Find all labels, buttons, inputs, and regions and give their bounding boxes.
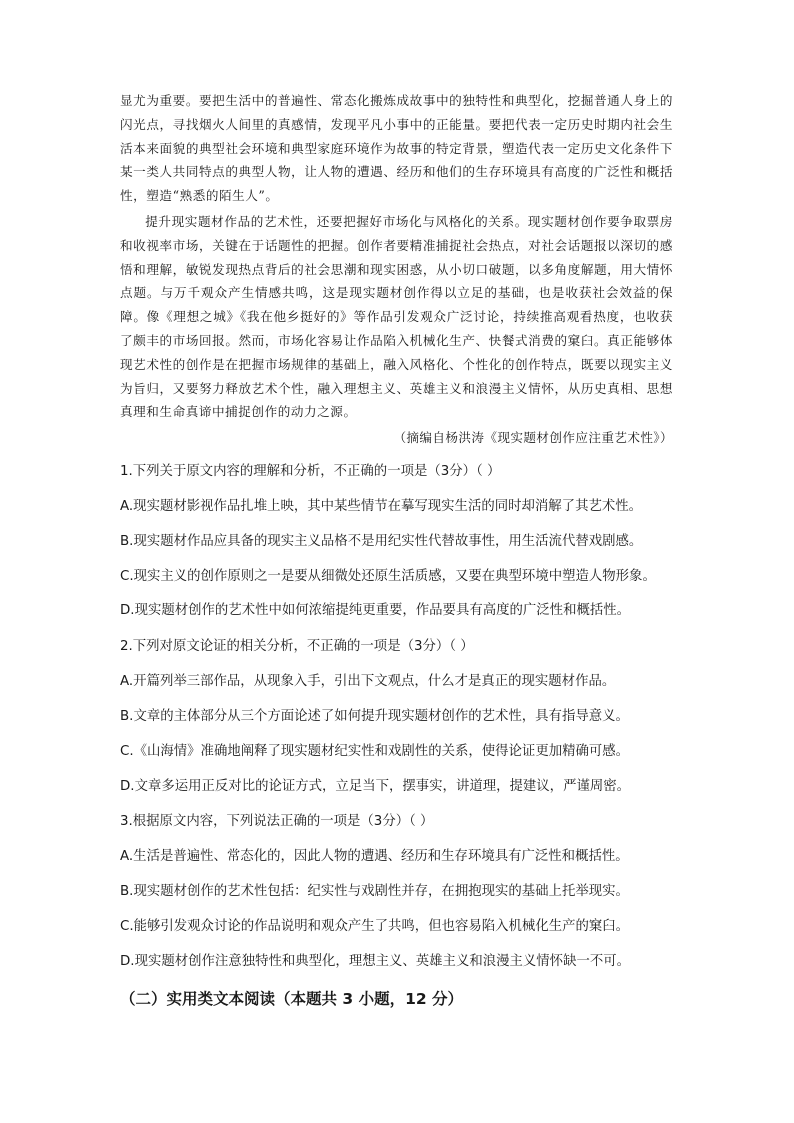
passage-source-citation: （摘编自杨洪涛《现实题材创作应注重艺术性》） bbox=[393, 430, 673, 445]
question-3-option-a: A.生活是普遍性、常态化的，因此人物的遭遇、经历和生存环境具有广泛性和概括性。 bbox=[120, 849, 629, 864]
question-1-option-b: B.现实题材作品应具备的现实主义品格不是用纪实性代替故事性，用生活流代替戏剧感。 bbox=[120, 534, 643, 549]
section-heading: （二）实用类文本阅读（本题共 3 小题，12 分） bbox=[120, 990, 464, 1008]
question-3-stem: 3.根据原文内容，下列说法正确的一项是（3分）（ ） bbox=[120, 814, 434, 829]
question-2-stem: 2.下列对原文论证的相关分析，不正确的一项是（3分）（ ） bbox=[120, 639, 474, 654]
question-3-option-d: D.现实题材创作注意独特性和典型化，理想主义、英雄主义和浪漫主义情怀缺一不可。 bbox=[120, 954, 631, 969]
question-1-option-d: D.现实题材创作的艺术性中如何浓缩提纯更重要，作品要具有高度的广泛性和概括性。 bbox=[120, 603, 631, 618]
passage-text-1: 显尤为重要。要把生活中的普遍性、常态化搬炼成故事中的独特性和典型化，挖掘普通人身上的闪光点，寻找烟火人间里的真感情，发现平凡小事中的正能量。要把代表一定历史时期内社会生活本来面貌的典型社会环境和典型家庭环境作为故事的特定背景，塑造代表一定历史文化条件下某一类人共同特点的典型人物，让人物的遭遇、经历和他们的生存环境具有高度的广泛性和概括性，塑造“熟悉的陌生人”。 bbox=[120, 93, 673, 204]
passage-paragraph-2 bbox=[120, 210, 673, 424]
question-2-option-d: D.文章多运用正反对比的论证方式，立足当下，摆事实，讲道理，提建议，严谨周密。 bbox=[120, 779, 631, 794]
question-1-stem: 1.下列关于原文内容的理解和分析，不正确的一项是（3分）（ ） bbox=[120, 464, 501, 479]
question-2-option-b: B.文章的主体部分从三个方面论述了如何提升现实题材创作的艺术性，具有指导意义。 bbox=[120, 709, 629, 724]
question-3-option-b: B.现实题材创作的艺术性包括：纪实性与戏剧性并存，在拥抱现实的基础上托举现实。 bbox=[120, 884, 629, 899]
question-1-option-a: A.现实题材影视作品扎堆上映，其中某些情节在摹写现实生活的同时却消解了其艺术性。 bbox=[120, 499, 643, 514]
question-3-option-c: C.能够引发观众讨论的作品说明和观众产生了共鸣，但也容易陷入机械化生产的窠臼。 bbox=[120, 919, 630, 934]
question-2-option-a: A.开篇列举三部作品，从现象入手，引出下文观点，什么才是真正的现实题材作品。 bbox=[120, 674, 616, 689]
passage-text-2: 提升现实题材作品的艺术性，还要把握好市场化与风格化的关系。现实题材创作要争取票房和收视率市场，关键在于话题性的把握。创作者要精准捕捉社会热点，对社会话题报以深切的感悟和理解，敏锐发现热点背后的社会思潮和现实困惑，从小切口破题，以多角度解题，用大情怀点题。与万千观众产生情感共鸣，这是现实题材创作得以立足的基础，也是收获社会效益的保障。像《理想之城》《我在他乡挺好的》等作品引发观众广泛讨论，持续推高观看热度，也收获了颇丰的市场回报。然而，市场化容易让作品陷入机械化生产、快餐式消费的窠臼。真正能够体现艺术性的创作是在把握市场规律的基础上，融入风格化、个性化的创作特点，既要以现实主义为旨归，又要努力释放艺术个性，融入理想主义、英雄主义和浪漫主义情怀，从历史真相、思想真理和生命真谛中捕捉创作的动力之源。 bbox=[120, 214, 673, 420]
question-1-option-c: C.现实主义的创作原则之一是要从细微处还原生活质感，又要在典型环境中塑造人物形象。 bbox=[120, 569, 656, 584]
passage-paragraph-1 bbox=[120, 89, 673, 208]
question-2-option-c: C.《山海情》准确地阐释了现实题材纪实性和戏剧性的关系，使得论证更加精确可感。 bbox=[120, 744, 630, 759]
